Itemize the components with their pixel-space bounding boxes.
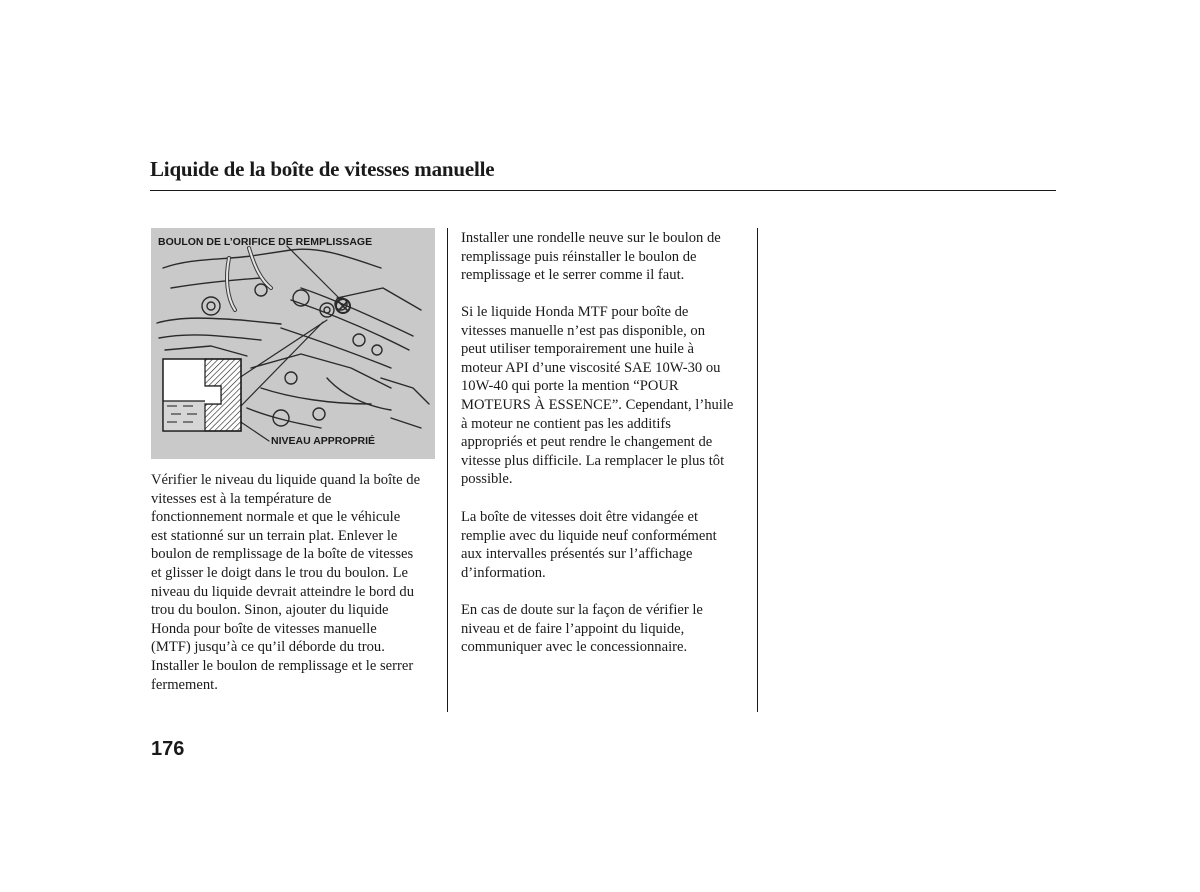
text-line: Installer le boulon de remplissage et le serrer xyxy=(151,657,414,674)
figure-label-fill-bolt: BOULON DE L’ORIFICE DE REMPLISSAGE xyxy=(158,236,373,248)
text-line: Installer une rondelle neuve sur le boulon de xyxy=(461,230,721,246)
text-line: vitesses est à la température de xyxy=(151,490,332,507)
right-paragraph-1 xyxy=(461,229,751,285)
transmission-illustration xyxy=(151,228,435,459)
text-line: communiquer avec le concessionnaire. xyxy=(461,639,688,656)
text-line: fonctionnement normale et que le véhicule xyxy=(151,509,401,526)
text-line: remplie avec du liquide neuf conformément xyxy=(461,527,717,544)
text-line: trou du boulon. Sinon, ajouter du liquide xyxy=(151,602,389,619)
page-number: 176 xyxy=(151,738,185,760)
text-line: MOTEURS À ESSENCE”. Cependant, l’huile xyxy=(461,396,734,413)
text-line: niveau du liquide devrait atteindre le bord du xyxy=(151,583,415,600)
text-line: remplissage puis réinstaller le boulon de xyxy=(461,248,697,265)
text-line: possible. xyxy=(461,471,513,488)
transmission-drawing xyxy=(151,228,435,459)
column-divider-right xyxy=(757,228,758,712)
text-line: vitesse plus difficile. La remplacer le plus tôt xyxy=(461,452,725,469)
text-line: boulon de remplissage de la boîte de vitesses xyxy=(151,546,414,563)
right-paragraph-4 xyxy=(461,601,751,657)
text-line: niveau et de faire l’appoint du liquide, xyxy=(461,620,685,637)
right-paragraph-2 xyxy=(461,303,751,489)
text-line: d’information. xyxy=(461,564,546,581)
text-line: La boîte de vitesses doit être vidangée et xyxy=(461,509,699,525)
text-line: à moteur ne contient pas les additifs xyxy=(461,415,671,432)
left-paragraph-1 xyxy=(151,471,439,694)
text-line: En cas de doute sur la façon de vérifier le xyxy=(461,602,703,618)
text-line: Si le liquide Honda MTF pour boîte de xyxy=(461,304,689,320)
text-line: moteur API d’une viscosité SAE 10W-30 ou xyxy=(461,359,721,376)
text-line: Honda pour boîte de vitesses manuelle xyxy=(151,620,377,637)
text-line: (MTF) jusqu’à ce qu’il déborde du trou. xyxy=(151,639,385,656)
figure-label-proper-level: NIVEAU APPROPRIÉ xyxy=(271,435,376,447)
text-line: vitesses manuelle n’est pas disponible, on xyxy=(461,322,705,339)
text-line: et glisser le doigt dans le trou du boulon. Le xyxy=(151,564,408,581)
right-paragraph-3 xyxy=(461,508,751,582)
text-line: appropriés et peut rendre le changement de xyxy=(461,434,713,451)
text-line: fermement. xyxy=(151,676,218,693)
title-divider xyxy=(150,190,1056,191)
text-line: peut utiliser temporairement une huile à xyxy=(461,341,695,358)
page-title: Liquide de la boîte de vitesses manuelle xyxy=(150,157,495,181)
text-line: est stationné sur un terrain plat. Enlever le xyxy=(151,527,398,544)
text-line: aux intervalles présentés sur l’affichage xyxy=(461,546,693,563)
text-line: remplissage et le serrer comme il faut. xyxy=(461,267,685,284)
text-line: Vérifier le niveau du liquide quand la boîte de xyxy=(151,472,421,488)
column-divider-left xyxy=(447,228,448,712)
text-line: 10W-40 qui porte la mention “POUR xyxy=(461,378,679,395)
